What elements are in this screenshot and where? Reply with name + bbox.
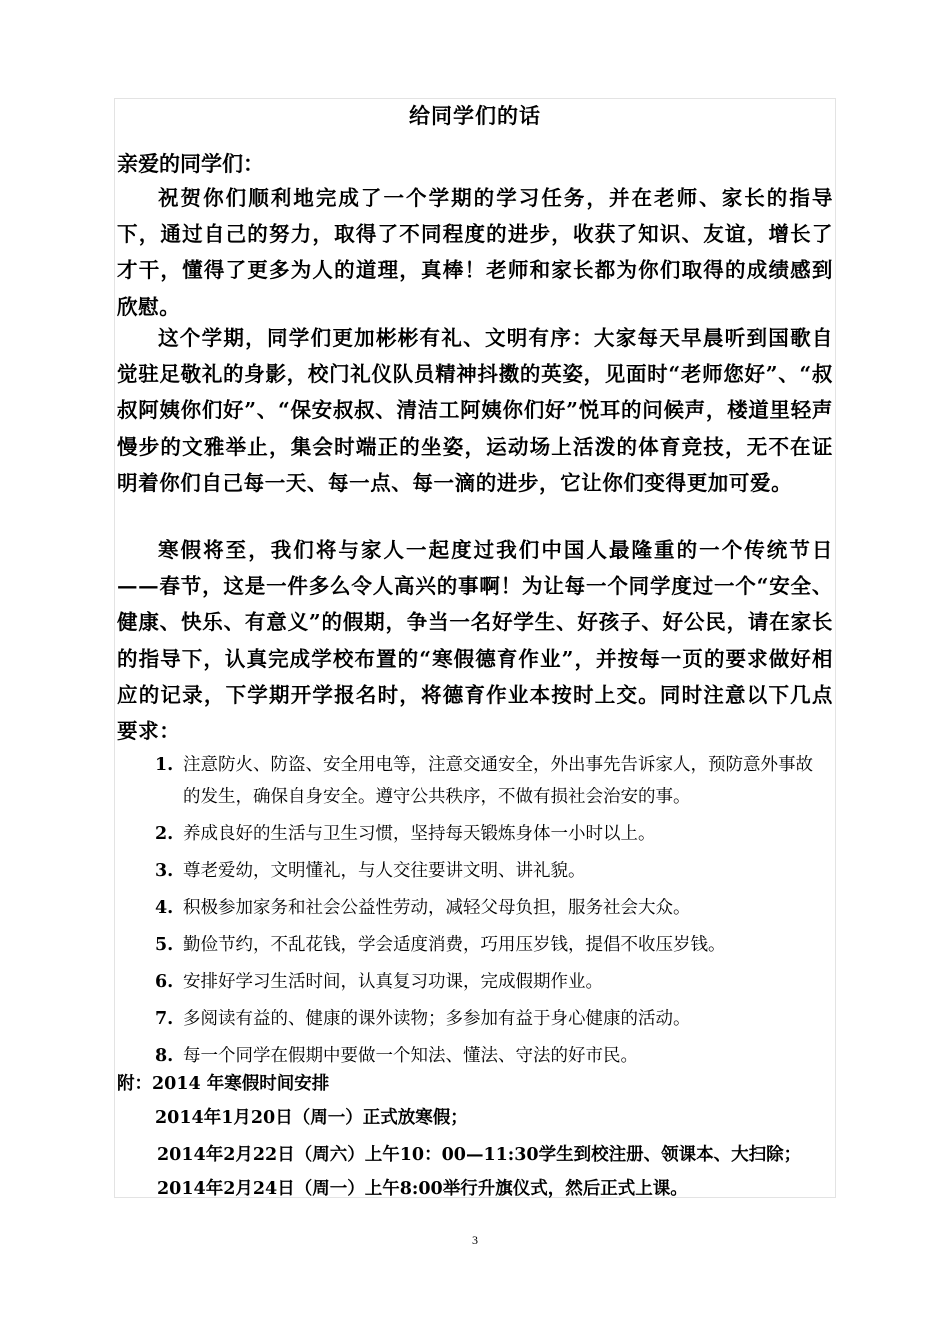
list-item-number: 6. bbox=[155, 972, 174, 992]
list-item-number: 8. bbox=[155, 1046, 174, 1066]
list-item bbox=[155, 966, 815, 998]
paragraph-congratulations: 祝贺你们顺利地完成了一个学期的学习任务，并在老师、家长的指导下，通过自己的努力，取得了不同程度的进步，收获了知识、友谊，增长了才干，懂得了更多为人的道理，真棒！老师和家长都为你们取得的成绩感到欣慰。 bbox=[117, 186, 833, 319]
list-item-number: 2. bbox=[155, 824, 174, 844]
schedule-item: 2014年1月20日（周一）正式放寒假； bbox=[155, 1108, 468, 1128]
list-item-number: 4. bbox=[155, 898, 174, 918]
list-item bbox=[155, 1003, 815, 1035]
list-item bbox=[155, 892, 815, 924]
paragraph-semester-review: 这个学期，同学们更加彬彬有礼、文明有序：大家每天早晨听到国歌自觉驻足敬礼的身影，校门礼仪队员精神抖擞的英姿，见面时“老师您好”、“叔叔阿姨你们好”、“保安叔叔、清洁工阿姨你们好”悦耳的问候声，楼道里轻声慢步的文雅举止，集会时端正的坐姿，运动场上活泼的体育竞技，无不在证明着你们自己每一天、每一点、每一滴的进步，它让你们变得更加可爱。 bbox=[117, 326, 833, 495]
list-item-number: 5. bbox=[155, 935, 174, 955]
list-item-text: 注意防火、防盗、安全用电等，注意交通安全，外出事先告诉家人，预防意外事故的发生，确保自身安全。遵守公共秩序，不做有损社会治安的事。 bbox=[183, 755, 813, 807]
list-item-text: 尊老爱幼，文明懂礼，与人交往要讲文明、讲礼貌。 bbox=[183, 861, 586, 881]
schedule-item: 2014年2月22日（周六）上午10：00—11:30学生到校注册、领课本、大扫除； bbox=[157, 1145, 802, 1165]
list-item bbox=[155, 929, 815, 961]
appendix-heading: 附：2014 年寒假时间安排 bbox=[117, 1074, 330, 1094]
list-item-text: 多阅读有益的、健康的课外读物；多参加有益于身心健康的活动。 bbox=[183, 1009, 691, 1029]
requirements-list bbox=[155, 749, 815, 1077]
paragraph-winter-break: 寒假将至，我们将与家人一起度过我们中国人最隆重的一个传统节日——春节，这是一件多么令人高兴的事啊！为让每一个同学度过一个“安全、健康、快乐、有意义”的假期，争当一名好学生、好孩子、好公民，请在家长的指导下，认真完成学校布置的“寒假德育作业”，并按每一页的要求做好相应的记录，下学期开学报名时，将德育作业本按时上交。同时注意以下几点要求： bbox=[117, 538, 833, 744]
list-item-text: 安排好学习生活时间，认真复习功课，完成假期作业。 bbox=[183, 972, 603, 992]
list-item-number: 3. bbox=[155, 861, 174, 881]
list-item bbox=[155, 855, 815, 887]
schedule-item: 2014年2月24日（周一）上午8:00举行升旗仪式，然后正式上课。 bbox=[157, 1179, 688, 1199]
page-number: 3 bbox=[472, 1233, 478, 1247]
list-item-text: 积极参加家务和社会公益性劳动，减轻父母负担，服务社会大众。 bbox=[183, 898, 691, 918]
list-item-text: 养成良好的生活与卫生习惯，坚持每天锻炼身体一小时以上。 bbox=[183, 824, 656, 844]
list-item bbox=[155, 749, 815, 813]
list-item bbox=[155, 1040, 815, 1072]
list-item-text: 勤俭节约，不乱花钱，学会适度消费，巧用压岁钱，提倡不收压岁钱。 bbox=[183, 935, 726, 955]
list-item-number: 1. bbox=[155, 755, 174, 775]
page-title: 给同学们的话 bbox=[409, 103, 541, 128]
list-item-text: 每一个同学在假期中要做一个知法、懂法、守法的好市民。 bbox=[183, 1046, 638, 1066]
salutation: 亲爱的同学们： bbox=[117, 151, 264, 176]
list-item-number: 7. bbox=[155, 1009, 174, 1029]
list-item bbox=[155, 818, 815, 850]
